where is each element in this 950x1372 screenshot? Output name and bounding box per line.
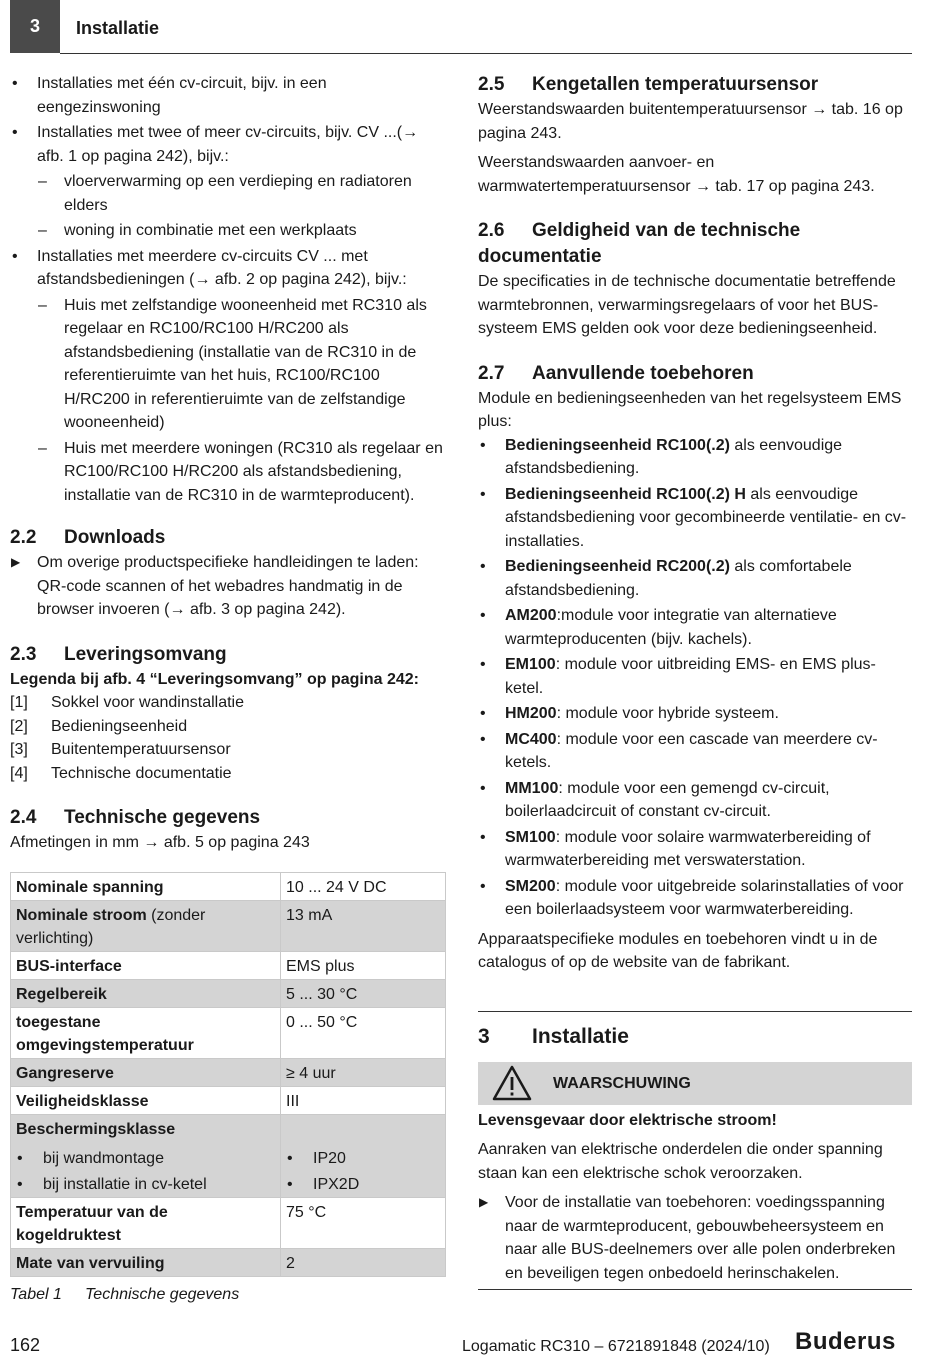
page-number: 162 <box>10 1335 41 1355</box>
table-label: Nominale spanning <box>11 872 281 900</box>
table-label: Mate van vervuiling <box>11 1248 281 1276</box>
section-heading-accessories <box>478 361 912 387</box>
action-step: ▶ Voor de installatie van toebehoren: voedingsspanning naar de warmteproducent, gebouwbeheersysteem en naar alle BUS-deelnemers over alle polen onderbreken en beveiligen tegen onbedoeld herinschakelen. <box>478 1191 912 1285</box>
table-subvalue: • IP20 <box>286 1147 440 1170</box>
table-value: 0 ... 50 °C <box>281 1007 446 1058</box>
list-item: – vloerverwarming op een verdieping en radiatoren elders <box>10 170 446 217</box>
table-caption <box>10 1283 446 1307</box>
table-row <box>11 1007 446 1058</box>
list-item: • Bedieningseenheid RC100(.2) als eenvoudige afstandsbediening. <box>478 434 912 481</box>
section-rule <box>478 1011 912 1012</box>
paragraph: Weerstandswaarden buitentemperatuursensor → tab. 16 op pagina 243. <box>478 101 903 142</box>
section-title: Leveringsomvang <box>64 643 227 665</box>
section-title: Technische gegevens <box>64 807 261 828</box>
section-title: Downloads <box>64 527 166 548</box>
right-column <box>478 72 912 1290</box>
legend-index: [3] <box>10 741 28 758</box>
legend-text: Buitentemperatuursensor <box>51 741 231 758</box>
section-heading-tech-data <box>10 805 446 831</box>
header-rule <box>60 53 912 54</box>
paragraph: De specificaties in de technische documentatie betreffende warmtebronnen, verwarmingsregelaars of voor het BUS-systeem EMS gelden ook voor deze bedieningseenheid. <box>478 273 896 337</box>
legend-index: [2] <box>10 717 28 735</box>
list-item: – Huis met zelfstandige wooneenheid met RC310 als regelaar en RC100/RC100 H/RC200 als afstandsbediening (installatie van de RC310 in de referentieruimte van het huis, RC100/RC100 H/RC200 in referentieruimte van de zelfstandige wooneenheid) <box>10 294 446 435</box>
legend-item <box>10 762 446 786</box>
list-item: • SM200: module voor uitgebreide solarinstallaties of voor een boilerlaadsysteem voor warmwaterbereiding. <box>478 875 912 922</box>
list-item: • Installaties met meerdere cv-circuits CV ... met afstandsbedieningen (→ afb. 2 op pagina 242), bijv.: <box>10 245 446 292</box>
table-label: Veiligheidsklasse <box>11 1086 281 1114</box>
list-item: • Bedieningseenheid RC200(.2) als comfortabele afstandsbediening. <box>478 555 912 602</box>
table-label: Nominale stroom (zonder verlichting) <box>11 900 281 951</box>
caption-text: Technische gegevens <box>85 1285 240 1303</box>
section-heading-scope <box>10 642 446 668</box>
installation-types-list <box>10 72 446 168</box>
list-item: • EM100: module voor uitbreiding EMS- en EMS plus-ketel. <box>478 653 912 700</box>
document-id: Logamatic RC310 – 6721891848 (2024/10) <box>462 1338 770 1355</box>
sub-list <box>10 170 446 243</box>
list-item: • Installaties met één cv-circuit, bijv. in een eengezinswoning <box>10 72 446 119</box>
table-value <box>281 1114 446 1197</box>
table-value: EMS plus <box>281 951 446 979</box>
table-value: 10 ... 24 V DC <box>281 872 446 900</box>
section-heading-validity <box>478 218 912 270</box>
chapter-title: Installatie <box>76 18 160 38</box>
list-item: • MC400: module voor een cascade van meerdere cv-ketels. <box>478 728 912 775</box>
section-heading-sensor <box>478 72 912 98</box>
dimensions-note: Afmetingen in mm → afb. 5 op pagina 243 <box>10 834 310 851</box>
section-title: Installatie <box>532 1024 629 1048</box>
left-column <box>10 72 446 1306</box>
paragraph: Module en bedieningseenheden van het regelsysteem EMS plus: <box>478 389 902 430</box>
table-value: III <box>281 1086 446 1114</box>
section-number: 2.2 <box>10 527 37 548</box>
installation-types-list <box>10 245 446 292</box>
action-step: ▶ Om overige productspecifieke handleidingen te laden: QR-code scannen of het webadres handmatig in de browser invoeren (→ afb. 3 op pagina 242). <box>10 551 446 622</box>
list-item: • Installaties met twee of meer cv-circuits, bijv. CV ...(→ afb. 1 op pagina 242), bijv.: <box>10 121 446 168</box>
table-row <box>11 1086 446 1114</box>
legend-text: Technische documentatie <box>51 764 232 782</box>
table-value: 5 ... 30 °C <box>281 979 446 1007</box>
warning-title: Levensgevaar door elektrische stroom! <box>478 1111 777 1129</box>
legend-list <box>10 691 446 785</box>
table-row <box>11 1114 446 1197</box>
list-item: – woning in combinatie met een werkplaats <box>10 219 446 243</box>
warning-text: Aanraken van elektrische onderdelen die onder spanning staan kan een elektrische schok veroorzaken. <box>478 1141 883 1182</box>
tech-data-table <box>10 872 446 1277</box>
warning-banner <box>478 1062 912 1105</box>
warning-label: WAARSCHUWING <box>553 1074 691 1092</box>
list-item: • Bedieningseenheid RC100(.2) H als eenvoudige afstandsbediening voor gecombineerde ventilatie- en cv-installaties. <box>478 483 912 554</box>
table-row <box>11 900 446 951</box>
section-number: 2.6 <box>478 220 505 241</box>
table-row <box>11 979 446 1007</box>
table-sublabel: • bij wandmontage <box>16 1147 275 1170</box>
list-item: • MM100: module voor een gemengd cv-circuit, boilerlaadcircuit of constant cv-circuit. <box>478 777 912 824</box>
table-row <box>11 1058 446 1086</box>
section-heading-installation <box>478 1024 912 1050</box>
table-label: toegestane omgevingstemperatuur <box>11 1007 281 1058</box>
table-value: 75 °C <box>281 1197 446 1248</box>
chapter-number: 3 <box>29 15 40 36</box>
table-row <box>11 951 446 979</box>
legend-item <box>10 715 446 739</box>
table-label: BUS-interface <box>11 951 281 979</box>
legend-index: [4] <box>10 764 28 782</box>
caption-number: Tabel 1 <box>10 1285 62 1303</box>
table-row <box>11 1248 446 1276</box>
table-label: Beschermingsklasse • bij wandmontage • bij installatie in cv-ketel <box>11 1114 281 1197</box>
section-heading-downloads <box>10 525 446 551</box>
warning-triangle-icon <box>492 1065 532 1109</box>
section-number: 2.7 <box>478 362 505 384</box>
section-number: 2.4 <box>10 807 37 828</box>
table-label: Gangreserve <box>11 1058 281 1086</box>
table-label: Temperatuur van de kogeldruktest <box>11 1197 281 1248</box>
legend-item <box>10 738 446 762</box>
table-value: 13 mA <box>281 900 446 951</box>
section-number: 3 <box>478 1024 490 1048</box>
list-item: • AM200:module voor integratie van alternatieve warmteproducenten (bijv. kachels). <box>478 604 912 651</box>
action-list <box>10 551 446 622</box>
section-title: Aanvullende toebehoren <box>532 362 754 384</box>
table-label: Regelbereik <box>11 979 281 1007</box>
legend-text: Bedieningseenheid <box>51 717 188 735</box>
list-item: • HM200: module voor hybride systeem. <box>478 702 912 726</box>
section-title: Geldigheid van de technische documentatie <box>478 220 801 267</box>
warning-end-rule <box>478 1289 912 1290</box>
section-title: Kengetallen temperatuursensor <box>532 74 819 95</box>
legend-text: Sokkel voor wandinstallatie <box>51 694 244 711</box>
table-value: ≥ 4 uur <box>281 1058 446 1086</box>
sub-list <box>10 294 446 508</box>
chapter-number-badge <box>10 0 60 53</box>
section-number: 2.3 <box>10 643 37 665</box>
table-subvalue: • IPX2D <box>286 1173 440 1196</box>
section-number: 2.5 <box>478 74 505 95</box>
legend-title: Legenda bij afb. 4 “Leveringsomvang” op pagina 242: <box>10 670 419 688</box>
table-row <box>11 872 446 900</box>
list-item: • SM100: module voor solaire warmwaterbereiding of warmwaterbereiding met verswaterstation. <box>478 826 912 873</box>
legend-item <box>10 691 446 715</box>
list-item: – Huis met meerdere woningen (RC310 als regelaar en RC100/RC100 H/RC200 als afstandsbediening, installatie van de RC310 in de warmteproducent). <box>10 437 446 508</box>
table-row <box>11 1197 446 1248</box>
table-sublabel: • bij installatie in cv-ketel <box>16 1173 275 1196</box>
brand-logo: Buderus <box>795 1328 896 1355</box>
paragraph: Apparaatspecifieke modules en toebehoren vindt u in de catalogus of op de website van de fabrikant. <box>478 930 878 971</box>
table-value: 2 <box>281 1248 446 1276</box>
accessories-list <box>478 434 912 922</box>
action-list <box>478 1191 912 1285</box>
legend-index: [1] <box>10 694 28 711</box>
paragraph: Weerstandswaarden aanvoer- en warmwatertemperatuursensor → tab. 17 op pagina 243. <box>478 154 875 195</box>
